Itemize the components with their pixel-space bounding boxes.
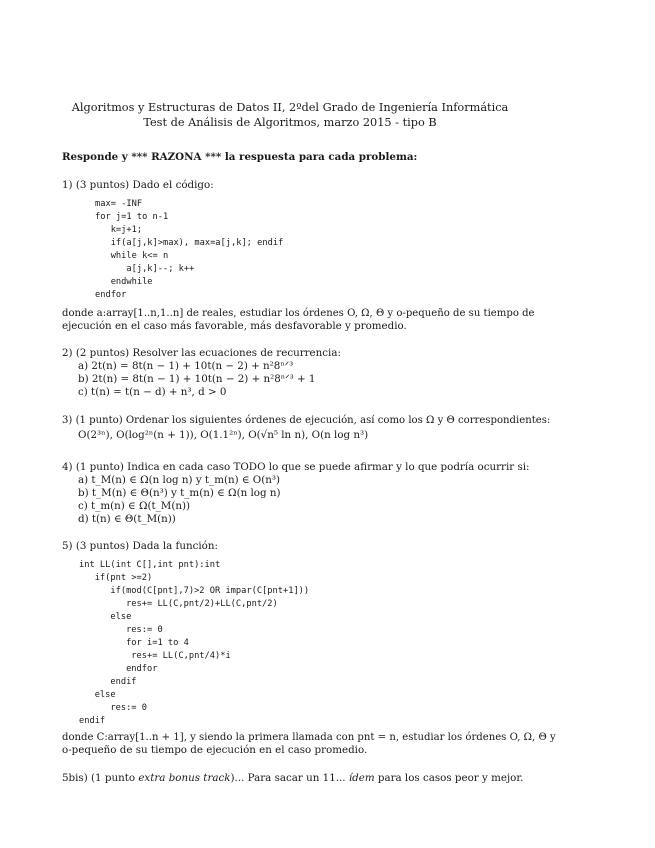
problem-5bis-italic: extra bonus track bbox=[138, 772, 231, 784]
problem-1-description: donde a:array[1..n,1..n] de reales, estudiar los órdenes O, Ω, Θ y o-pequeño de su tiempo de bbox=[62, 308, 535, 319]
problem-1-code-line: a[j,k]--; k++ bbox=[95, 264, 195, 274]
problem-5-code-line: endfor bbox=[79, 664, 158, 674]
problem-5-code-line: res:= 0 bbox=[79, 703, 147, 713]
problem-4-item: a) t_M(n) ∈ Ω(n log n) y t_m(n) ∈ O(n³) bbox=[78, 474, 281, 486]
problem-2-item: a) 2t(n) = 8t(n − 1) + 10t(n − 2) + n²8ⁿᐟ³ bbox=[78, 360, 294, 372]
problem-1-code-line: k=j+1; bbox=[95, 225, 143, 235]
problem-2-item: b) 2t(n) = 8t(n − 1) + 10t(n − 2) + n²8ⁿᐟ³ + 1 bbox=[78, 373, 316, 385]
problem-1-code-line: if(a[j,k]>max), max=a[j,k]; endif bbox=[95, 238, 284, 248]
problem-1-code-line: max= -INF bbox=[95, 199, 143, 209]
problem-5-code-line: res+= LL(C,pnt/4)*i bbox=[79, 651, 231, 661]
problem-1-code-line: endfor bbox=[95, 290, 127, 300]
problem-2-title: 2) (2 puntos) Resolver las ecuaciones de recurrencia: bbox=[62, 347, 341, 359]
problem-1-title: 1) (3 puntos) Dado el código: bbox=[62, 179, 214, 191]
problem-5-description: donde C:array[1..n + 1], y siendo la primera llamada con pnt = n, estudiar los órdenes O, Ω, Θ y bbox=[62, 732, 556, 743]
problem-1-code-line: endwhile bbox=[95, 277, 153, 287]
problem-5-code-line: for i=1 to 4 bbox=[79, 638, 189, 648]
problem-4-item: c) t_m(n) ∈ Ω(t_M(n)) bbox=[78, 500, 191, 512]
problem-5bis-middle: )... Para sacar un 11... bbox=[230, 772, 349, 784]
problem-5-code-line: endif bbox=[79, 716, 106, 726]
problem-5-code-line: int LL(int C[],int pnt):int bbox=[79, 560, 221, 570]
problem-5bis bbox=[62, 772, 523, 785]
problem-4-title: 4) (1 punto) Indica en cada caso TODO lo que se puede afirmar y lo que podría ocurrir si: bbox=[62, 461, 530, 473]
header-line-1: Algoritmos y Estructuras de Datos II, 2ºdel Grado de Ingeniería Informática bbox=[71, 101, 509, 114]
problem-5-code-line: if(pnt >=2) bbox=[79, 573, 153, 583]
problem-5-description: o-pequeño de su tiempo de ejecución en el caso promedio. bbox=[62, 744, 368, 756]
problem-1-code-line: for j=1 to n-1 bbox=[95, 212, 169, 222]
problem-5-code-line: else bbox=[79, 612, 132, 622]
problem-5-code-line: res+= LL(C,pnt/2)+LL(C,pnt/2) bbox=[79, 599, 278, 609]
instruction: Responde y *** RAZONA *** la respuesta para cada problema: bbox=[62, 151, 418, 163]
problem-5bis-prefix: 5bis) (1 punto bbox=[62, 772, 139, 784]
problem-4-item: d) t(n) ∈ Θ(t_M(n)) bbox=[78, 513, 176, 525]
problem-5bis-italic-2: ídem bbox=[348, 772, 375, 784]
problem-3-title: 3) (1 punto) Ordenar los siguientes órdenes de ejecución, así como los Ω y Θ correspondientes: bbox=[62, 415, 551, 426]
problem-4-item: b) t_M(n) ∈ Θ(n³) y t_m(n) ∈ Ω(n log n) bbox=[78, 487, 281, 499]
exam-header bbox=[0, 100, 580, 130]
problem-5bis-suffix: para los casos peor y mejor. bbox=[374, 772, 524, 784]
problem-5-title: 5) (3 puntos) Dada la función: bbox=[62, 540, 218, 552]
header-line-2: Test de Análisis de Algoritmos, marzo 2015 - tipo B bbox=[143, 116, 437, 129]
problem-1-code-line: while k<= n bbox=[95, 251, 169, 261]
problem-2-item: c) t(n) = t(n − d) + n³, d > 0 bbox=[78, 386, 227, 398]
problem-1-description: ejecución en el caso más favorable, más desfavorable y promedio. bbox=[62, 320, 407, 332]
problem-5-code-line: endif bbox=[79, 677, 137, 687]
problem-3-orders: O(2³ⁿ), O(log²ⁿ(n + 1)), O(1.1²ⁿ), O(√n⁵ ln n), O(n log n³) bbox=[78, 429, 369, 441]
problem-5-code-line: else bbox=[79, 690, 116, 700]
problem-5-code-line: res:= 0 bbox=[79, 625, 163, 635]
problem-5-code-line: if(mod(C[pnt],7)>2 OR impar(C[pnt+1])) bbox=[79, 586, 310, 596]
